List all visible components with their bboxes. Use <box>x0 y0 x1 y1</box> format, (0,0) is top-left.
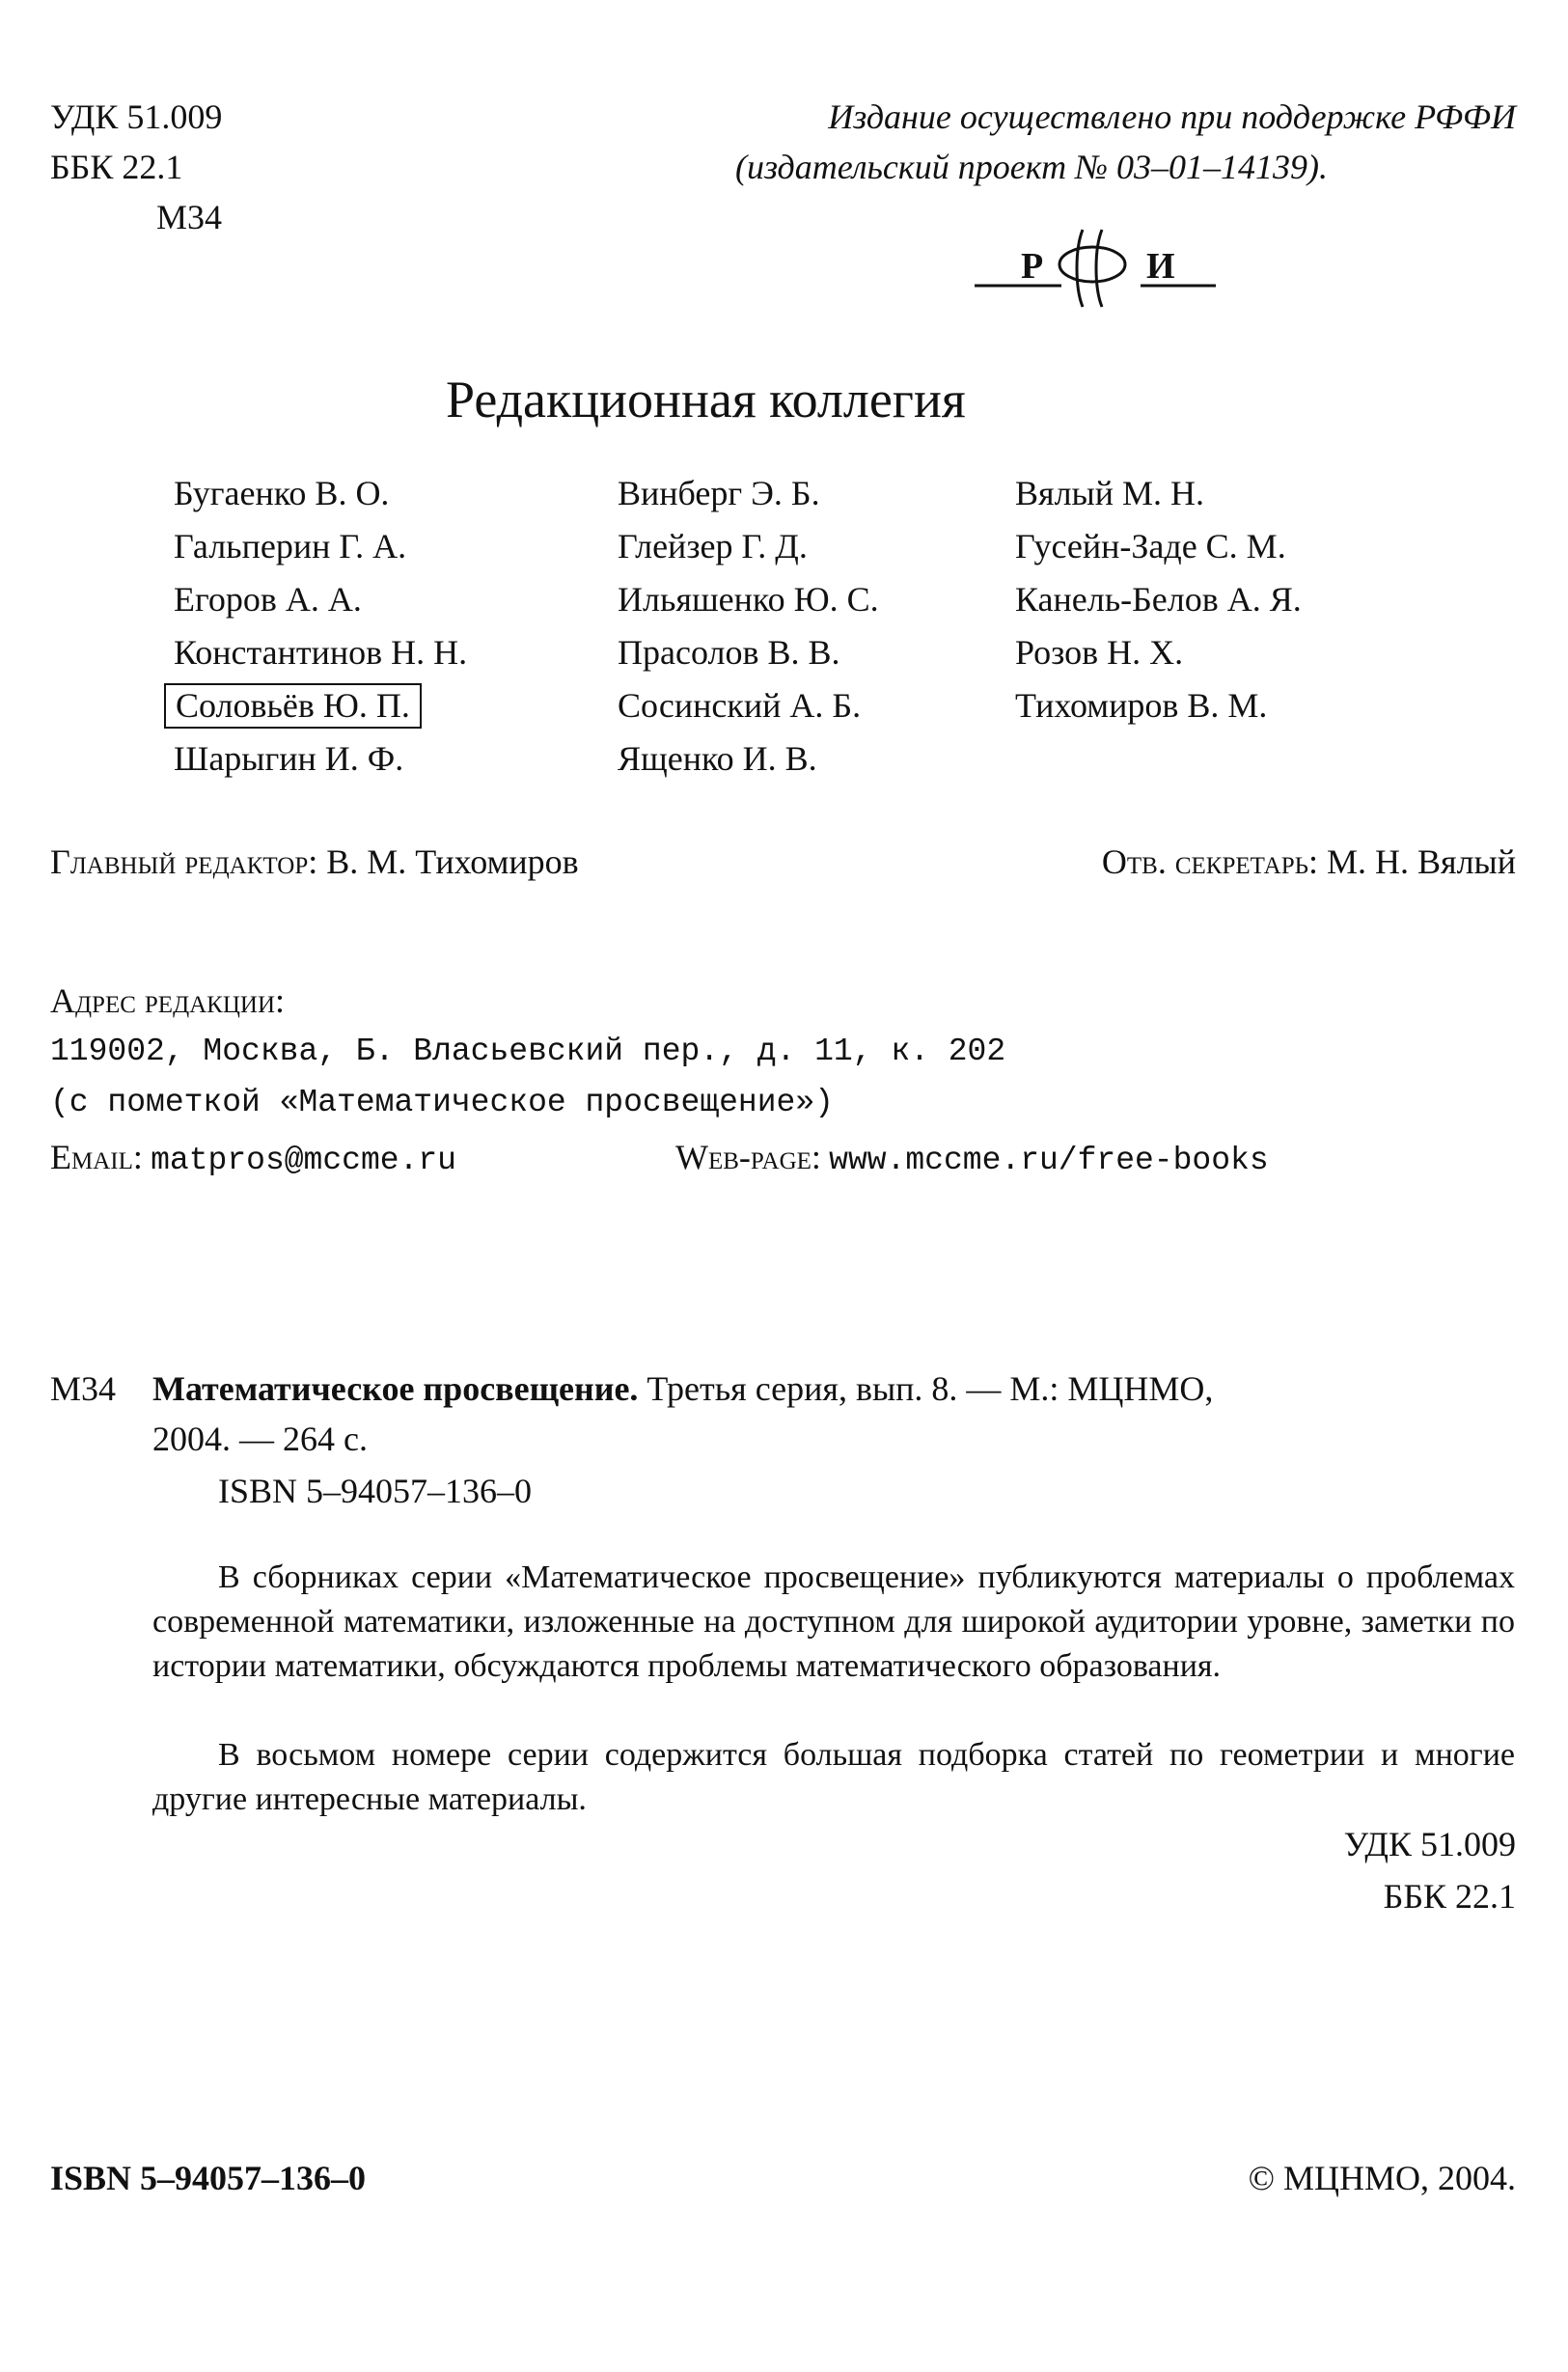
support-note-line1: Издание осуществлено при поддержке РФФИ <box>828 97 1516 136</box>
web-line <box>675 1137 1269 1180</box>
footer-copyright: © МЦНМО, 2004. <box>1248 2159 1516 2197</box>
svg-text:Р: Р <box>1021 246 1044 287</box>
board-member: Гальперин Г. А. <box>174 527 407 565</box>
email-link[interactable]: matpros@mccme.ru <box>151 1143 456 1178</box>
board-member: Ященко И. В. <box>618 739 817 778</box>
description-paragraph-2: В восьмом номере серии содержится большая подборка статей по геометрии и многие другие интересные материалы. <box>152 1737 1515 1817</box>
email-line <box>50 1137 456 1180</box>
book-series-info: Третья серия, вып. 8. — М.: МЦНМО, <box>646 1369 1214 1408</box>
board-member: Розов Н. Х. <box>1015 633 1184 672</box>
board-member: Тихомиров В. М. <box>1015 686 1268 725</box>
web-label: Web-page: <box>675 1138 821 1176</box>
board-member: Глейзер Г. Д. <box>618 527 808 565</box>
board-member-boxed: Соловьёв Ю. П. <box>164 683 422 729</box>
rffi-logo <box>975 220 1216 312</box>
board-member: Сосинский А. Б. <box>618 686 862 725</box>
secretary-name: М. Н. Вялый <box>1327 842 1516 881</box>
secretary-label: Отв. секретарь: <box>1101 842 1318 881</box>
chief-editor-name: В. М. Тихомиров <box>326 842 579 881</box>
book-year-pages: 2004. — 264 с. <box>152 1420 368 1458</box>
board-member: Винберг Э. Б. <box>618 474 820 512</box>
catalog-heading <box>152 1368 1213 1410</box>
email-label: Email: <box>50 1138 143 1176</box>
board-member: Вялый М. Н. <box>1015 474 1204 512</box>
description-paragraph-1: В сборниках серии «Математическое просвещение» публикуются материалы о проблемах современной математики, изложенные на доступном для широкой аудитории уровне, заметки по истории математики, обсуждаются проблемы математического образования. <box>152 1559 1515 1684</box>
svg-text:И: И <box>1146 246 1175 287</box>
address-note: (с пометкой «Математическое просвещение») <box>50 1085 834 1120</box>
board-member: Константинов Н. Н. <box>174 633 468 672</box>
board-member: Гусейн-Заде С. М. <box>1015 527 1286 565</box>
board-member: Шарыгин И. Ф. <box>174 739 404 778</box>
catalog-bbk: ББК 22.1 <box>1383 1877 1516 1916</box>
catalog-udk: УДК 51.009 <box>1343 1825 1516 1863</box>
footer-isbn: ISBN 5–94057–136–0 <box>50 2159 367 2197</box>
editors-line <box>50 841 579 883</box>
book-title: Математическое просвещение. <box>152 1369 639 1408</box>
board-member: Бугаенко В. О. <box>174 474 390 512</box>
secretary-line <box>1102 841 1516 883</box>
bbk-code: ББК 22.1 <box>50 148 183 186</box>
support-note-line2: (издательский проект № 03–01–14139). <box>735 148 1329 186</box>
address-label: Адрес редакции: <box>50 981 286 1020</box>
catalog-isbn: ISBN 5–94057–136–0 <box>218 1472 533 1510</box>
board-member: Егоров А. А. <box>174 580 362 619</box>
catalog-code: М34 <box>50 1369 117 1408</box>
board-member: Канель-Белов А. Я. <box>1015 580 1302 619</box>
board-title: Редакционная коллегия <box>446 371 966 428</box>
author-mark-code: М34 <box>156 198 223 236</box>
board-member: Прасолов В. В. <box>618 633 840 672</box>
web-link[interactable]: www.mccme.ru/free-books <box>829 1143 1269 1178</box>
board-member: Ильяшенко Ю. С. <box>618 580 879 619</box>
address-line: 119002, Москва, Б. Власьевский пер., д. 11, к. 202 <box>50 1034 1006 1069</box>
chief-editor-label: Главный редактор: <box>50 842 318 881</box>
udk-code: УДК 51.009 <box>50 97 223 136</box>
